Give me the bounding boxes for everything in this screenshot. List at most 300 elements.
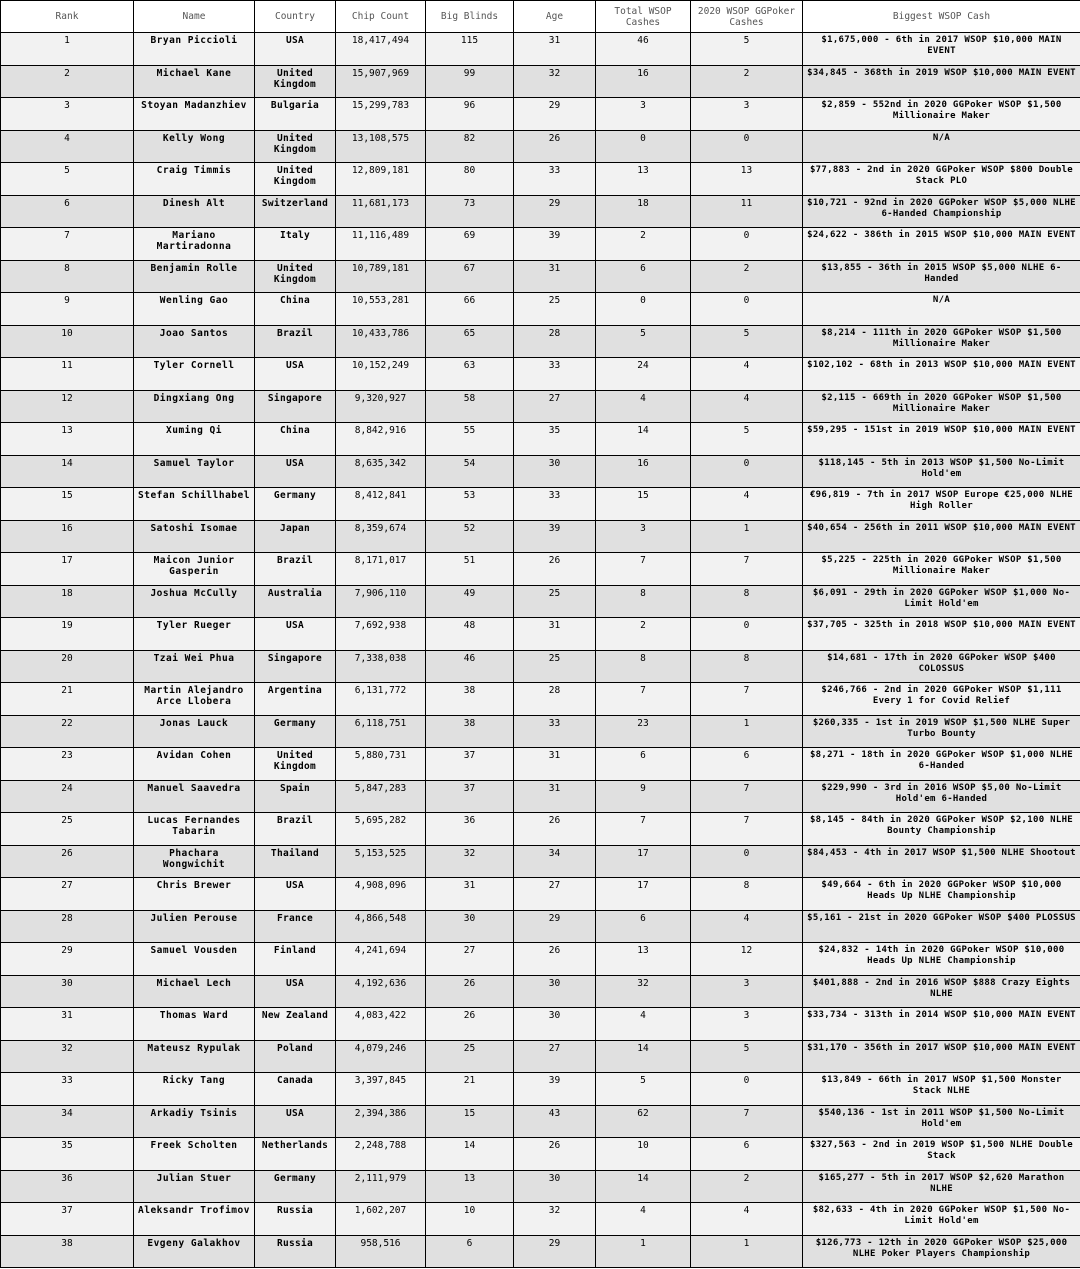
total-wsop-cashes-cell: 16 (596, 65, 691, 98)
country-cell: United Kingdom (255, 65, 336, 98)
big-blinds-cell: 49 (426, 585, 514, 618)
rank-cell: 14 (1, 455, 134, 488)
chip-count-cell: 1,602,207 (336, 1203, 426, 1236)
age-cell: 43 (514, 1105, 596, 1138)
ggpoker-cashes-cell: 4 (691, 390, 803, 423)
country-cell: Japan (255, 520, 336, 553)
chip-count-cell: 2,394,386 (336, 1105, 426, 1138)
age-cell: 39 (514, 228, 596, 261)
big-blinds-cell: 38 (426, 683, 514, 716)
ggpoker-cashes-cell: 12 (691, 943, 803, 976)
total-wsop-cashes-cell: 17 (596, 845, 691, 878)
country-cell: Russia (255, 1203, 336, 1236)
total-wsop-cashes-cell: 14 (596, 423, 691, 456)
rank-cell: 12 (1, 390, 134, 423)
total-wsop-cashes-cell: 6 (596, 748, 691, 781)
country-cell: USA (255, 455, 336, 488)
total-wsop-cashes-cell: 16 (596, 455, 691, 488)
ggpoker-cashes-cell: 1 (691, 715, 803, 748)
total-wsop-cashes-cell: 7 (596, 683, 691, 716)
country-cell: China (255, 423, 336, 456)
rank-cell: 24 (1, 780, 134, 813)
chip-count-cell: 7,906,110 (336, 585, 426, 618)
biggest-cash-cell: $5,161 - 21st in 2020 GGPoker WSOP $400 PLOSSUS (803, 910, 1080, 943)
player-name-cell: Freek Scholten (134, 1138, 255, 1171)
header-row (1, 1, 1080, 33)
chip-count-cell: 15,299,783 (336, 98, 426, 131)
table-row (1, 228, 1080, 261)
biggest-cash-cell: $34,845 - 368th in 2019 WSOP $10,000 MAIN EVENT (803, 65, 1080, 98)
age-cell: 39 (514, 520, 596, 553)
chip-count-cell: 15,907,969 (336, 65, 426, 98)
ggpoker-cashes-cell: 0 (691, 618, 803, 651)
ggpoker-cashes-cell: 0 (691, 228, 803, 261)
big-blinds-cell: 27 (426, 943, 514, 976)
ggpoker-cashes-cell: 0 (691, 845, 803, 878)
table-row (1, 65, 1080, 98)
big-blinds-cell: 53 (426, 488, 514, 521)
ggpoker-cashes-cell: 3 (691, 975, 803, 1008)
chip-count-cell: 6,131,772 (336, 683, 426, 716)
ggpoker-cashes-cell: 0 (691, 293, 803, 326)
country-cell: Germany (255, 1170, 336, 1203)
big-blinds-cell: 10 (426, 1203, 514, 1236)
ggpoker-cashes-cell: 7 (691, 813, 803, 846)
age-cell: 33 (514, 715, 596, 748)
total-wsop-cashes-cell: 23 (596, 715, 691, 748)
country-cell: Spain (255, 780, 336, 813)
big-blinds-cell: 38 (426, 715, 514, 748)
chip-count-cell: 8,635,342 (336, 455, 426, 488)
country-cell: Singapore (255, 390, 336, 423)
rank-cell: 9 (1, 293, 134, 326)
big-blinds-cell: 99 (426, 65, 514, 98)
total-wsop-cashes-cell: 2 (596, 618, 691, 651)
header-age: Age (514, 1, 596, 33)
rank-cell: 1 (1, 33, 134, 66)
age-cell: 30 (514, 1170, 596, 1203)
chip-count-cell: 7,338,038 (336, 650, 426, 683)
chip-count-cell: 4,866,548 (336, 910, 426, 943)
chip-count-cell: 5,153,525 (336, 845, 426, 878)
total-wsop-cashes-cell: 7 (596, 813, 691, 846)
table-row (1, 390, 1080, 423)
total-wsop-cashes-cell: 18 (596, 195, 691, 228)
table-row (1, 1235, 1080, 1268)
biggest-cash-cell: N/A (803, 293, 1080, 326)
ggpoker-cashes-cell: 3 (691, 1008, 803, 1041)
table-row (1, 423, 1080, 456)
table-row (1, 780, 1080, 813)
country-cell: Russia (255, 1235, 336, 1268)
table-row (1, 358, 1080, 391)
big-blinds-cell: 32 (426, 845, 514, 878)
big-blinds-cell: 66 (426, 293, 514, 326)
rank-cell: 15 (1, 488, 134, 521)
big-blinds-cell: 73 (426, 195, 514, 228)
table-row (1, 455, 1080, 488)
header-rank: Rank (1, 1, 134, 33)
chip-count-cell: 4,192,636 (336, 975, 426, 1008)
chip-count-cell: 10,152,249 (336, 358, 426, 391)
rank-cell: 16 (1, 520, 134, 553)
total-wsop-cashes-cell: 3 (596, 520, 691, 553)
total-wsop-cashes-cell: 8 (596, 650, 691, 683)
age-cell: 26 (514, 130, 596, 163)
rank-cell: 6 (1, 195, 134, 228)
age-cell: 30 (514, 455, 596, 488)
big-blinds-cell: 96 (426, 98, 514, 131)
chip-count-cell: 3,397,845 (336, 1073, 426, 1106)
rank-cell: 29 (1, 943, 134, 976)
age-cell: 27 (514, 1040, 596, 1073)
ggpoker-cashes-cell: 1 (691, 520, 803, 553)
rank-cell: 28 (1, 910, 134, 943)
age-cell: 31 (514, 780, 596, 813)
player-name-cell: Craig Timmis (134, 163, 255, 196)
header-country: Country (255, 1, 336, 33)
header-big-blinds: Big Blinds (426, 1, 514, 33)
total-wsop-cashes-cell: 5 (596, 1073, 691, 1106)
biggest-cash-cell: N/A (803, 130, 1080, 163)
total-wsop-cashes-cell: 46 (596, 33, 691, 66)
biggest-cash-cell: $401,888 - 2nd in 2016 WSOP $888 Crazy Eights NLHE (803, 975, 1080, 1008)
country-cell: USA (255, 878, 336, 911)
player-name-cell: Xuming Qi (134, 423, 255, 456)
player-name-cell: Joshua McCully (134, 585, 255, 618)
age-cell: 25 (514, 293, 596, 326)
biggest-cash-cell: $8,271 - 18th in 2020 GGPoker WSOP $1,000 NLHE 6-Handed (803, 748, 1080, 781)
table-row (1, 98, 1080, 131)
country-cell: Finland (255, 943, 336, 976)
biggest-cash-cell: $8,145 - 84th in 2020 GGPoker WSOP $2,100 NLHE Bounty Championship (803, 813, 1080, 846)
ggpoker-cashes-cell: 5 (691, 33, 803, 66)
ggpoker-cashes-cell: 2 (691, 260, 803, 293)
player-name-cell: Joao Santos (134, 325, 255, 358)
ggpoker-cashes-cell: 2 (691, 1170, 803, 1203)
country-cell: United Kingdom (255, 163, 336, 196)
table-row (1, 1040, 1080, 1073)
big-blinds-cell: 69 (426, 228, 514, 261)
big-blinds-cell: 46 (426, 650, 514, 683)
age-cell: 32 (514, 1203, 596, 1236)
biggest-cash-cell: $165,277 - 5th in 2017 WSOP $2,620 Marathon NLHE (803, 1170, 1080, 1203)
chip-count-cell: 2,248,788 (336, 1138, 426, 1171)
player-name-cell: Mariano Martiradonna (134, 228, 255, 261)
big-blinds-cell: 31 (426, 878, 514, 911)
biggest-cash-cell: $118,145 - 5th in 2013 WSOP $1,500 No-Limit Hold'em (803, 455, 1080, 488)
total-wsop-cashes-cell: 1 (596, 1235, 691, 1268)
biggest-cash-cell: $59,295 - 151st in 2019 WSOP $10,000 MAIN EVENT (803, 423, 1080, 456)
age-cell: 33 (514, 163, 596, 196)
rank-cell: 31 (1, 1008, 134, 1041)
table-row (1, 325, 1080, 358)
total-wsop-cashes-cell: 5 (596, 325, 691, 358)
country-cell: Australia (255, 585, 336, 618)
big-blinds-cell: 55 (426, 423, 514, 456)
chip-count-cell: 10,553,281 (336, 293, 426, 326)
ggpoker-cashes-cell: 8 (691, 650, 803, 683)
player-name-cell: Avidan Cohen (134, 748, 255, 781)
big-blinds-cell: 115 (426, 33, 514, 66)
biggest-cash-cell: $24,622 - 386th in 2015 WSOP $10,000 MAIN EVENT (803, 228, 1080, 261)
rank-cell: 13 (1, 423, 134, 456)
ggpoker-cashes-cell: 6 (691, 1138, 803, 1171)
ggpoker-cashes-cell: 7 (691, 780, 803, 813)
big-blinds-cell: 51 (426, 553, 514, 586)
rank-cell: 19 (1, 618, 134, 651)
big-blinds-cell: 30 (426, 910, 514, 943)
chip-count-cell: 8,842,916 (336, 423, 426, 456)
player-name-cell: Arkadiy Tsinis (134, 1105, 255, 1138)
chip-count-cell: 10,789,181 (336, 260, 426, 293)
ggpoker-cashes-cell: 4 (691, 488, 803, 521)
total-wsop-cashes-cell: 13 (596, 943, 691, 976)
ggpoker-cashes-cell: 6 (691, 748, 803, 781)
table-row (1, 1138, 1080, 1171)
big-blinds-cell: 80 (426, 163, 514, 196)
country-cell: United Kingdom (255, 130, 336, 163)
country-cell: Poland (255, 1040, 336, 1073)
biggest-cash-cell: $37,705 - 325th in 2018 WSOP $10,000 MAIN EVENT (803, 618, 1080, 651)
rank-cell: 18 (1, 585, 134, 618)
player-name-cell: Julien Perouse (134, 910, 255, 943)
big-blinds-cell: 13 (426, 1170, 514, 1203)
country-cell: China (255, 293, 336, 326)
ggpoker-cashes-cell: 0 (691, 1073, 803, 1106)
player-name-cell: Benjamin Rolle (134, 260, 255, 293)
player-name-cell: Thomas Ward (134, 1008, 255, 1041)
rank-cell: 23 (1, 748, 134, 781)
country-cell: Singapore (255, 650, 336, 683)
chip-count-cell: 958,516 (336, 1235, 426, 1268)
biggest-cash-cell: $2,115 - 669th in 2020 GGPoker WSOP $1,500 Millionaire Maker (803, 390, 1080, 423)
country-cell: Brazil (255, 813, 336, 846)
age-cell: 25 (514, 650, 596, 683)
country-cell: USA (255, 358, 336, 391)
total-wsop-cashes-cell: 3 (596, 98, 691, 131)
chip-count-cell: 5,880,731 (336, 748, 426, 781)
table-row (1, 943, 1080, 976)
age-cell: 35 (514, 423, 596, 456)
table-row (1, 260, 1080, 293)
age-cell: 29 (514, 910, 596, 943)
header-name: Name (134, 1, 255, 33)
total-wsop-cashes-cell: 14 (596, 1040, 691, 1073)
player-name-cell: Julian Stuer (134, 1170, 255, 1203)
ggpoker-cashes-cell: 8 (691, 878, 803, 911)
player-name-cell: Michael Kane (134, 65, 255, 98)
table-row (1, 33, 1080, 66)
table-row (1, 163, 1080, 196)
ggpoker-cashes-cell: 4 (691, 358, 803, 391)
player-name-cell: Manuel Saavedra (134, 780, 255, 813)
biggest-cash-cell: $260,335 - 1st in 2019 WSOP $1,500 NLHE Super Turbo Bounty (803, 715, 1080, 748)
age-cell: 29 (514, 1235, 596, 1268)
ggpoker-cashes-cell: 11 (691, 195, 803, 228)
rank-cell: 5 (1, 163, 134, 196)
chip-count-cell: 18,417,494 (336, 33, 426, 66)
rank-cell: 27 (1, 878, 134, 911)
table-row (1, 975, 1080, 1008)
country-cell: United Kingdom (255, 260, 336, 293)
country-cell: Germany (255, 715, 336, 748)
country-cell: Germany (255, 488, 336, 521)
country-cell: Netherlands (255, 1138, 336, 1171)
biggest-cash-cell: $327,563 - 2nd in 2019 WSOP $1,500 NLHE Double Stack (803, 1138, 1080, 1171)
rank-cell: 8 (1, 260, 134, 293)
age-cell: 32 (514, 65, 596, 98)
total-wsop-cashes-cell: 14 (596, 1170, 691, 1203)
age-cell: 26 (514, 813, 596, 846)
total-wsop-cashes-cell: 0 (596, 293, 691, 326)
total-wsop-cashes-cell: 24 (596, 358, 691, 391)
biggest-cash-cell: €96,819 - 7th in 2017 WSOP Europe €25,000 NLHE High Roller (803, 488, 1080, 521)
table-row (1, 878, 1080, 911)
ggpoker-cashes-cell: 5 (691, 1040, 803, 1073)
table-row (1, 293, 1080, 326)
table-row (1, 845, 1080, 878)
age-cell: 29 (514, 98, 596, 131)
header-biggest-wsop-cash: Biggest WSOP Cash (803, 1, 1080, 33)
player-name-cell: Ricky Tang (134, 1073, 255, 1106)
total-wsop-cashes-cell: 6 (596, 260, 691, 293)
chip-count-cell: 8,412,841 (336, 488, 426, 521)
table-row (1, 813, 1080, 846)
table-row (1, 1203, 1080, 1236)
player-name-cell: Stoyan Madanzhiev (134, 98, 255, 131)
chip-count-cell: 4,241,694 (336, 943, 426, 976)
country-cell: Bulgaria (255, 98, 336, 131)
biggest-cash-cell: $40,654 - 256th in 2011 WSOP $10,000 MAIN EVENT (803, 520, 1080, 553)
biggest-cash-cell: $10,721 - 92nd in 2020 GGPoker WSOP $5,000 NLHE 6-Handed Championship (803, 195, 1080, 228)
player-name-cell: Satoshi Isomae (134, 520, 255, 553)
rank-cell: 11 (1, 358, 134, 391)
biggest-cash-cell: $126,773 - 12th in 2020 GGPoker WSOP $25,000 NLHE Poker Players Championship (803, 1235, 1080, 1268)
age-cell: 26 (514, 553, 596, 586)
player-name-cell: Tyler Rueger (134, 618, 255, 651)
chip-count-cell: 4,083,422 (336, 1008, 426, 1041)
biggest-cash-cell: $24,832 - 14th in 2020 GGPoker WSOP $10,000 Heads Up NLHE Championship (803, 943, 1080, 976)
player-name-cell: Kelly Wong (134, 130, 255, 163)
total-wsop-cashes-cell: 0 (596, 130, 691, 163)
age-cell: 31 (514, 260, 596, 293)
big-blinds-cell: 65 (426, 325, 514, 358)
player-name-cell: Chris Brewer (134, 878, 255, 911)
age-cell: 31 (514, 33, 596, 66)
country-cell: USA (255, 1105, 336, 1138)
rank-cell: 36 (1, 1170, 134, 1203)
player-name-cell: Dingxiang Ong (134, 390, 255, 423)
chip-count-cell: 8,359,674 (336, 520, 426, 553)
player-name-cell: Jonas Lauck (134, 715, 255, 748)
player-name-cell: Wenling Gao (134, 293, 255, 326)
country-cell: Argentina (255, 683, 336, 716)
ggpoker-cashes-cell: 7 (691, 1105, 803, 1138)
player-name-cell: Maicon Junior Gasperin (134, 553, 255, 586)
big-blinds-cell: 25 (426, 1040, 514, 1073)
age-cell: 27 (514, 390, 596, 423)
chip-count-cell: 2,111,979 (336, 1170, 426, 1203)
big-blinds-cell: 14 (426, 1138, 514, 1171)
header-2020-ggpoker-cashes: 2020 WSOP GGPoker Cashes (691, 1, 803, 33)
total-wsop-cashes-cell: 4 (596, 390, 691, 423)
chip-count-cell: 5,847,283 (336, 780, 426, 813)
ggpoker-cashes-cell: 4 (691, 1203, 803, 1236)
chip-count-cell: 10,433,786 (336, 325, 426, 358)
big-blinds-cell: 26 (426, 975, 514, 1008)
rank-cell: 17 (1, 553, 134, 586)
rank-cell: 35 (1, 1138, 134, 1171)
rank-cell: 10 (1, 325, 134, 358)
table-row (1, 910, 1080, 943)
player-name-cell: Tyler Cornell (134, 358, 255, 391)
total-wsop-cashes-cell: 10 (596, 1138, 691, 1171)
country-cell: Brazil (255, 325, 336, 358)
chip-count-cell: 8,171,017 (336, 553, 426, 586)
table-row (1, 520, 1080, 553)
rank-cell: 25 (1, 813, 134, 846)
table-row (1, 1073, 1080, 1106)
ggpoker-cashes-cell: 0 (691, 455, 803, 488)
big-blinds-cell: 54 (426, 455, 514, 488)
ggpoker-cashes-cell: 8 (691, 585, 803, 618)
total-wsop-cashes-cell: 17 (596, 878, 691, 911)
ggpoker-cashes-cell: 7 (691, 683, 803, 716)
country-cell: USA (255, 33, 336, 66)
age-cell: 30 (514, 975, 596, 1008)
rank-cell: 38 (1, 1235, 134, 1268)
total-wsop-cashes-cell: 15 (596, 488, 691, 521)
player-name-cell: Martin Alejandro Arce Llobera (134, 683, 255, 716)
big-blinds-cell: 36 (426, 813, 514, 846)
big-blinds-cell: 82 (426, 130, 514, 163)
chip-count-cell: 7,692,938 (336, 618, 426, 651)
chip-count-cell: 9,320,927 (336, 390, 426, 423)
big-blinds-cell: 67 (426, 260, 514, 293)
big-blinds-cell: 26 (426, 1008, 514, 1041)
country-cell: Thailand (255, 845, 336, 878)
age-cell: 34 (514, 845, 596, 878)
chip-count-cell: 12,809,181 (336, 163, 426, 196)
country-cell: Canada (255, 1073, 336, 1106)
biggest-cash-cell: $49,664 - 6th in 2020 GGPoker WSOP $10,000 Heads Up NLHE Championship (803, 878, 1080, 911)
ggpoker-cashes-cell: 5 (691, 423, 803, 456)
age-cell: 31 (514, 618, 596, 651)
age-cell: 31 (514, 748, 596, 781)
biggest-cash-cell: $246,766 - 2nd in 2020 GGPoker WSOP $1,111 Every 1 for Covid Relief (803, 683, 1080, 716)
header-chip-count: Chip Count (336, 1, 426, 33)
big-blinds-cell: 6 (426, 1235, 514, 1268)
biggest-cash-cell: $13,849 - 66th in 2017 WSOP $1,500 Monster Stack NLHE (803, 1073, 1080, 1106)
ggpoker-cashes-cell: 5 (691, 325, 803, 358)
player-name-cell: Bryan Piccioli (134, 33, 255, 66)
total-wsop-cashes-cell: 13 (596, 163, 691, 196)
total-wsop-cashes-cell: 2 (596, 228, 691, 261)
biggest-cash-cell: $1,675,000 - 6th in 2017 WSOP $10,000 MAIN EVENT (803, 33, 1080, 66)
table-row (1, 618, 1080, 651)
country-cell: United Kingdom (255, 748, 336, 781)
rank-cell: 33 (1, 1073, 134, 1106)
rank-cell: 26 (1, 845, 134, 878)
table-row (1, 553, 1080, 586)
age-cell: 27 (514, 878, 596, 911)
rank-cell: 22 (1, 715, 134, 748)
rank-cell: 20 (1, 650, 134, 683)
biggest-cash-cell: $84,453 - 4th in 2017 WSOP $1,500 NLHE Shootout (803, 845, 1080, 878)
player-name-cell: Samuel Taylor (134, 455, 255, 488)
table-row (1, 748, 1080, 781)
